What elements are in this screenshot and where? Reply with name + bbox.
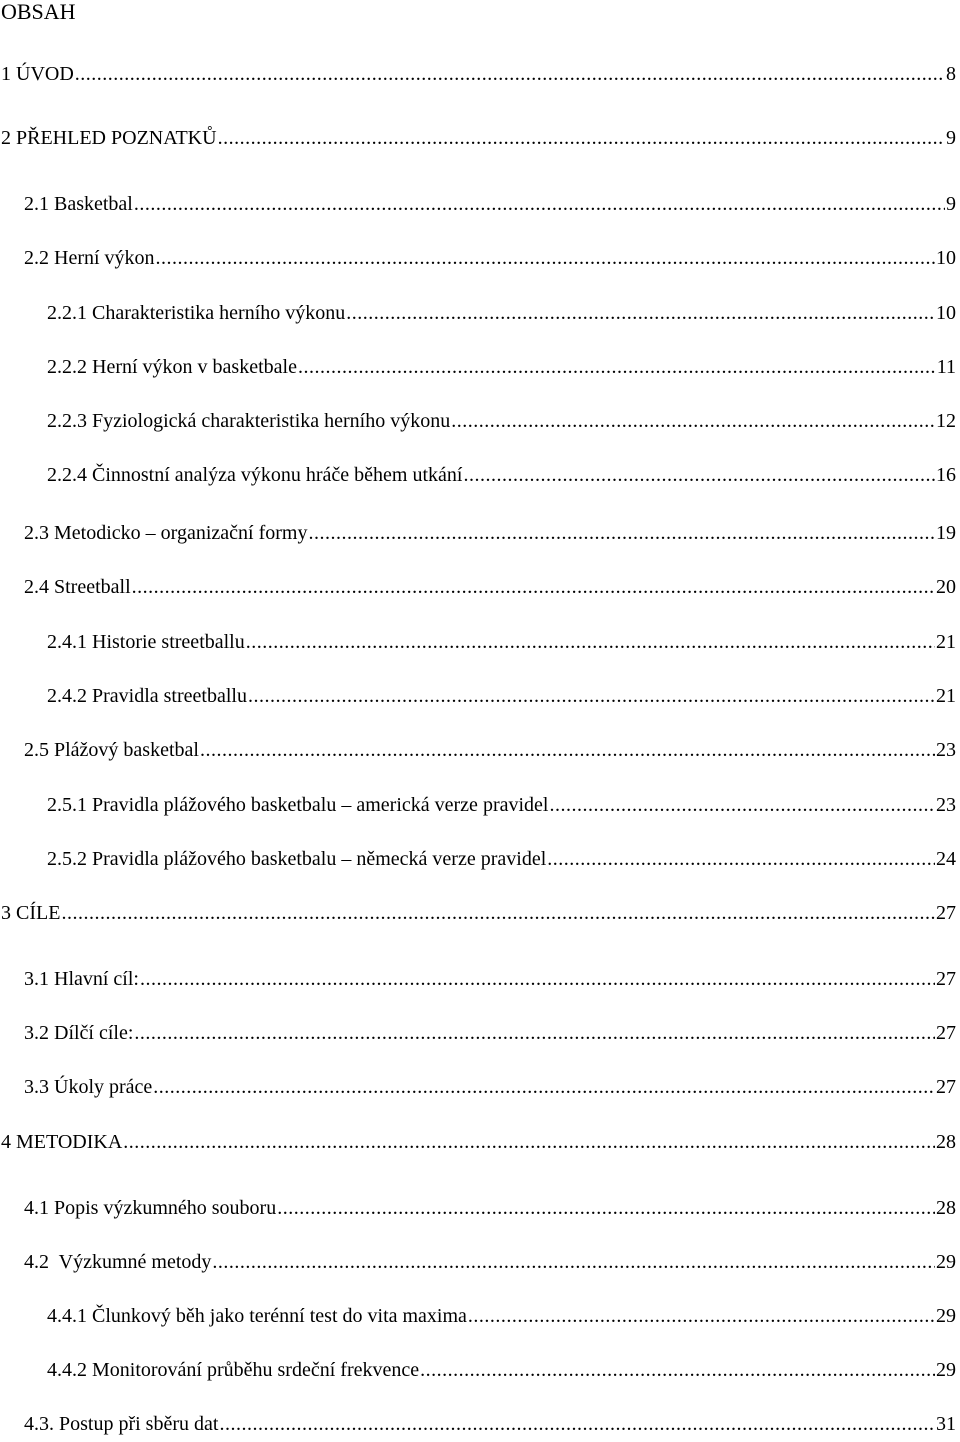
dot-leader: [246, 628, 935, 656]
toc-entry-label: 3.2 Dílčí cíle:: [24, 1022, 134, 1044]
toc-entry[interactable]: [24, 244, 956, 272]
toc-entry-page: 8: [946, 63, 956, 85]
toc-entry-page: 19: [936, 522, 956, 544]
toc-entry-page: 11: [936, 356, 956, 378]
toc-entry[interactable]: [1, 1128, 956, 1156]
toc-entry-page: 27: [936, 968, 956, 990]
dot-leader: [134, 190, 945, 218]
toc-entry-label: 4.3. Postup při sběru dat: [24, 1413, 219, 1435]
toc-entry-label: 2.2.3 Fyziologická charakteristika herního výkonu: [47, 410, 451, 432]
toc-entry-page: 9: [946, 193, 956, 215]
toc-entry-page: 9: [946, 127, 956, 149]
dot-leader: [153, 1073, 935, 1101]
toc-entry-page: 28: [936, 1197, 956, 1219]
toc-entry[interactable]: [47, 407, 956, 435]
toc-entry-label: 2.2.2 Herní výkon v basketbale: [47, 356, 297, 378]
toc-entry[interactable]: [47, 1302, 956, 1330]
dot-leader: [298, 353, 936, 381]
toc-entry[interactable]: [24, 1410, 956, 1438]
toc-entry[interactable]: [47, 791, 956, 819]
toc-entry-page: 24: [936, 848, 956, 870]
toc-entry-label: 2.2.4 Činnostní analýza výkonu hráče během utkání: [47, 464, 463, 486]
toc-entry-label: 2.3 Metodicko – organizační formy: [24, 522, 308, 544]
dot-leader: [219, 1410, 935, 1438]
toc-entry[interactable]: [24, 1194, 956, 1222]
toc-entry[interactable]: [1, 124, 956, 152]
dot-leader: [420, 1356, 935, 1384]
toc-entry-page: 10: [936, 302, 956, 324]
toc-entry-label: 2.5.1 Pravidla plážového basketbalu – americká verze pravidel: [47, 794, 549, 816]
toc-entry-label: 2 PŘEHLED POZNATKŮ: [1, 127, 217, 149]
toc-entry-label: 3.1 Hlavní cíl:: [24, 968, 139, 990]
dot-leader: [549, 791, 935, 819]
dot-leader: [451, 407, 935, 435]
toc-entry-page: 29: [936, 1359, 956, 1381]
toc-entry-label: 2.4 Streetball: [24, 576, 131, 598]
toc-entry[interactable]: [24, 1073, 956, 1101]
toc-entry-label: 2.5.2 Pravidla plážového basketbalu – německá verze pravidel: [47, 848, 547, 870]
dot-leader: [61, 899, 935, 927]
toc-entry[interactable]: [47, 628, 956, 656]
page-title: OBSAH: [1, 0, 76, 24]
toc-entry-label: 4 METODIKA: [1, 1131, 123, 1153]
toc-entry-page: 21: [936, 685, 956, 707]
toc-entry-label: 2.2.1 Charakteristika herního výkonu: [47, 302, 346, 324]
toc-entry-page: 31: [936, 1413, 956, 1435]
toc-entry-label: 4.4.1 Člunkový běh jako terénní test do vita maxima: [47, 1305, 467, 1327]
toc-entry[interactable]: [24, 1019, 956, 1047]
dot-leader: [132, 573, 935, 601]
toc-entry-label: 2.5 Plážový basketbal: [24, 739, 199, 761]
toc-entry-page: 29: [936, 1251, 956, 1273]
dot-leader: [547, 845, 935, 873]
toc-entry-label: 1 ÚVOD: [1, 63, 74, 85]
toc-entry[interactable]: [47, 353, 956, 381]
toc-entry[interactable]: [24, 190, 956, 218]
dot-leader: [277, 1194, 935, 1222]
dot-leader: [200, 736, 935, 764]
toc-entry-page: 23: [936, 739, 956, 761]
toc-entry-page: 28: [936, 1131, 956, 1153]
toc-entry-page: 27: [936, 902, 956, 924]
toc-entry[interactable]: [1, 60, 956, 88]
toc-entry-label: 2.4.1 Historie streetballu: [47, 631, 245, 653]
toc-entry-page: 21: [936, 631, 956, 653]
dot-leader: [463, 461, 935, 489]
toc-entry-page: 16: [936, 464, 956, 486]
dot-leader: [468, 1302, 935, 1330]
dot-leader: [346, 299, 935, 327]
toc-entry[interactable]: [47, 1356, 956, 1384]
toc-entry[interactable]: [47, 461, 956, 489]
toc-entry-label: 3.3 Úkoly práce: [24, 1076, 153, 1098]
toc-entry[interactable]: [47, 845, 956, 873]
toc-entry[interactable]: [24, 573, 956, 601]
toc-entry[interactable]: [47, 299, 956, 327]
dot-leader: [134, 1019, 935, 1047]
dot-leader: [75, 60, 945, 88]
dot-leader: [218, 124, 945, 152]
toc-entry-page: 10: [936, 247, 956, 269]
toc-entry-page: 27: [936, 1076, 956, 1098]
toc-entry-label: 4.1 Popis výzkumného souboru: [24, 1197, 277, 1219]
toc-entry-label: 4.2 Výzkumné metody: [24, 1251, 212, 1273]
toc-entry[interactable]: [24, 965, 956, 993]
toc-entry-label: 3 CÍLE: [1, 902, 61, 924]
toc-entry-page: 12: [936, 410, 956, 432]
dot-leader: [248, 682, 935, 710]
toc-entry-label: 2.4.2 Pravidla streetballu: [47, 685, 247, 707]
toc-entry[interactable]: [24, 736, 956, 764]
toc-entry-label: 2.1 Basketbal: [24, 193, 133, 215]
toc-entry[interactable]: [1, 899, 956, 927]
toc-entry-page: 29: [936, 1305, 956, 1327]
toc-entry-page: 23: [936, 794, 956, 816]
dot-leader: [212, 1248, 935, 1276]
dot-leader: [156, 244, 935, 272]
toc-entry-page: 20: [936, 576, 956, 598]
toc-entry[interactable]: [47, 682, 956, 710]
toc-entry-label: 4.4.2 Monitorování průběhu srdeční frekvence: [47, 1359, 420, 1381]
toc-entry-page: 27: [936, 1022, 956, 1044]
toc-entry[interactable]: [24, 519, 956, 547]
toc-entry[interactable]: [24, 1248, 956, 1276]
dot-leader: [140, 965, 935, 993]
dot-leader: [308, 519, 935, 547]
dot-leader: [123, 1128, 935, 1156]
toc-entry-label: 2.2 Herní výkon: [24, 247, 155, 269]
